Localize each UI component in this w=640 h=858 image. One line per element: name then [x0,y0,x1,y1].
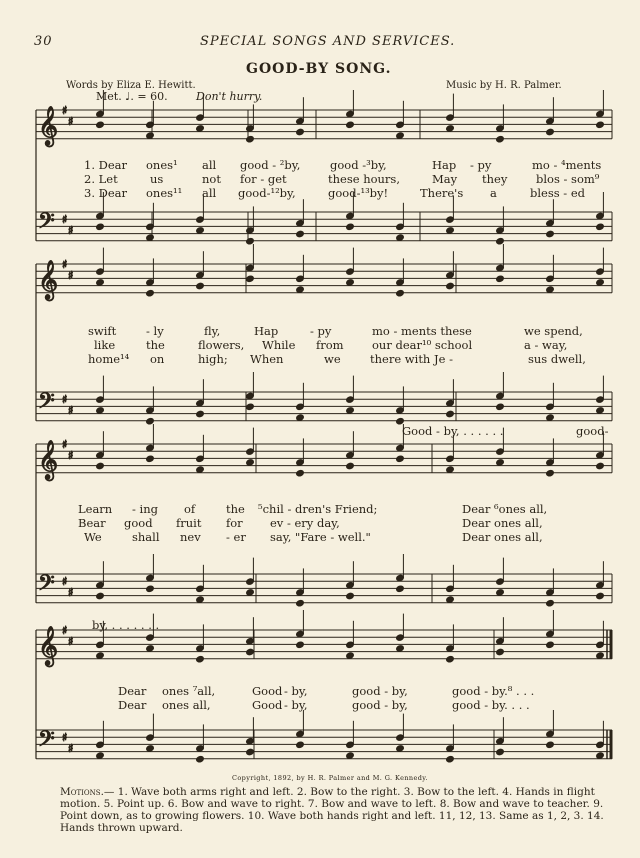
lyric: - er [226,530,246,544]
lyric: from [316,338,344,352]
sharp-icon: ♯ [68,449,74,462]
notehead [96,652,105,660]
notehead [446,655,455,663]
notehead [596,279,605,287]
lyric: Hap [254,324,279,338]
sharp-icon: ♯ [68,586,74,599]
lyric: ones ⁷all, [162,684,216,698]
notehead [396,234,405,242]
lyric: the [146,338,165,352]
lyric: all [202,186,217,200]
notehead [246,589,255,597]
lyric: us [150,172,164,186]
notehead [246,237,255,245]
notehead [596,121,605,129]
notehead [246,403,255,411]
lyric: 3. Dear [84,186,128,200]
notehead [446,227,455,235]
notehead [546,741,555,749]
lyric: - ly [146,324,164,338]
lyric: - ing [132,502,158,516]
notehead [346,223,355,231]
lyric: swift [88,324,117,338]
lyric: they [482,172,508,186]
notehead [396,289,405,297]
lyric: Learn [78,502,113,516]
notehead [196,125,205,133]
lyric: mo - ments these [372,324,472,338]
notehead [146,234,155,242]
lyric: we [324,352,341,366]
sharp-icon: ♯ [68,269,74,282]
lyric: 2. Let [84,172,118,186]
notehead [396,585,405,593]
motions-text: 1. Wave both arms right and left. 2. Bow to the right. 3. Bow to the left. 4. Hands in flight motion. 5. Point up. 6. Bow and wave to right. 7. Bow and wave to left. 8. Bow and wave to teacher. 9. Point down, as to growing flowers. 10. Wave both hands right and left. 11, 12, 13. Same as 1, 2, 3. 14. Hands thrown upward. [60,786,604,834]
motions-label: Motions.— [60,786,115,798]
lyric: May [432,172,458,186]
bass-clef-icon: 𝄢 [38,389,55,419]
lyric: Bear [78,516,106,530]
tempo-mark: Don't hurry. [196,90,263,103]
treble-clef-icon: 𝄞 [38,106,59,146]
lyric: good - by. . . . [452,698,530,712]
lyric: - by, [284,698,308,712]
lyric: of [184,502,196,516]
notehead [496,648,505,656]
lyric: - by, [284,684,308,698]
notehead [546,230,555,238]
lyric: not [202,172,221,186]
lyric: good - by, [352,684,408,698]
lyric: mo - ⁴ments [532,158,602,172]
sharp-icon: ♯ [62,731,68,744]
motions-footnote [60,786,616,834]
notehead [246,648,255,656]
bass-clef-icon: 𝄢 [38,209,55,239]
lyric: the [226,502,245,516]
notehead [346,407,355,415]
lyric: While [262,338,296,352]
notehead [196,282,205,290]
lyric: good - by, [352,698,408,712]
notehead [496,748,505,756]
lyric: shall [132,530,160,544]
lyric: ones¹ [146,158,178,172]
notehead [596,407,605,415]
lyric: our dear¹⁰ school [372,338,473,352]
notehead [96,223,105,231]
notehead [546,469,555,477]
notehead [596,752,605,760]
sharp-icon: ♯ [62,438,68,451]
lyric: - py [310,324,332,338]
notehead [196,755,205,763]
lyric: fruit [176,516,202,530]
words-credit: Words by Eliza E. Hewitt. [66,80,196,91]
metronome-mark: Met. ♩. = 60. [96,90,168,103]
lyric: ones all, [162,698,211,712]
running-head: SPECIAL SONGS AND SERVICES. [200,34,456,49]
lyric: Dear ones all, [462,516,543,530]
lyric: fly, [204,324,221,338]
notehead [496,589,505,597]
notehead [296,230,305,238]
notehead [496,459,505,467]
lyric: home¹⁴ [88,352,130,366]
bass-clef-icon: 𝄢 [38,571,55,601]
notehead [346,462,355,470]
notehead [96,121,105,129]
notehead [496,275,505,283]
notehead [246,275,255,283]
lyric: a [490,186,497,200]
sharp-icon: ♯ [62,104,68,117]
notehead [346,652,355,660]
notehead [446,282,455,290]
lyric: all [202,158,217,172]
notehead [296,641,305,649]
notehead [396,132,405,140]
lyric: nev [180,530,201,544]
lyric: Dear [118,698,147,712]
lyric: sus dwell, [528,352,586,366]
notehead [396,455,405,463]
lyric: Dear [118,684,147,698]
good-by-mark: good- [576,424,609,438]
lyric: like [94,338,116,352]
lyric: bless - ed [530,186,586,200]
notehead [96,752,105,760]
lyric: ones¹¹ [146,186,183,200]
lyric: we spend, [524,324,583,338]
notehead [346,121,355,129]
lyric: Good [252,684,283,698]
notehead [96,407,105,415]
notehead [296,469,305,477]
notehead [446,410,455,418]
lyric: ⁵chil - dren's Friend; [258,502,378,516]
lyric: 1. Dear [84,158,128,172]
notehead [146,289,155,297]
notehead [396,745,405,753]
notehead [446,125,455,133]
lyric: Good [252,698,283,712]
notehead [446,596,455,604]
lyric: good - by.⁸ . . . [452,684,535,698]
sharp-icon: ♯ [68,404,74,417]
notehead [246,135,255,143]
lyric: there with Je - [370,352,453,366]
lyric: Hap [432,158,457,172]
treble-clef-icon: 𝄞 [38,626,59,666]
lyric: a - way, [524,338,568,352]
lyric: When [250,352,284,366]
lyric: flowers, [198,338,245,352]
treble-clef-icon: 𝄞 [38,260,59,300]
notehead [296,414,305,422]
lyric: good [124,516,153,530]
sharp-icon: ♯ [62,258,68,271]
lyric: for - get [240,172,287,186]
notehead [596,462,605,470]
notehead [596,223,605,231]
lyric: good - ²by, [240,158,301,172]
sharp-icon: ♯ [62,393,68,406]
notehead [546,641,555,649]
treble-clef-icon: 𝄞 [38,440,59,480]
page-number: 30 [34,34,53,49]
notehead [146,417,155,425]
notehead [296,286,305,294]
notehead [146,645,155,653]
notehead [296,741,305,749]
notehead [146,745,155,753]
notehead [196,466,205,474]
sharp-icon: ♯ [68,742,74,755]
notehead [96,279,105,287]
notehead [546,286,555,294]
lyric: good-¹²by, [238,186,296,200]
lyric: say, "Fare - well." [270,530,371,544]
notehead [196,410,205,418]
lyric: on [150,352,165,366]
notehead [196,596,205,604]
by-mark: by, . . . . . . . [92,618,160,632]
sharp-icon: ♯ [68,115,74,128]
notehead [146,585,155,593]
notehead [296,128,305,136]
notehead [196,655,205,663]
lyric: - py [470,158,492,172]
notehead [96,462,105,470]
notehead [196,227,205,235]
notehead [496,403,505,411]
sharp-icon: ♯ [62,575,68,588]
notehead [246,748,255,756]
notehead [346,279,355,287]
notehead [546,128,555,136]
notehead [396,645,405,653]
lyric: Dear ⁶ones all, [462,502,548,516]
notehead [546,414,555,422]
lyric: for [226,516,243,530]
notehead [546,599,555,607]
notehead [296,599,305,607]
notehead [96,592,105,600]
bass-clef-icon: 𝄢 [38,727,55,757]
sharp-icon: ♯ [68,635,74,648]
sharp-icon: ♯ [62,624,68,637]
notehead [146,132,155,140]
lyric: high; [198,352,228,366]
notehead [496,237,505,245]
lyric: blos - som⁹ [536,172,600,186]
song-title: GOOD-BY SONG. [246,61,392,77]
notehead [446,755,455,763]
good-by-mark: Good - by, . . . . . . [402,424,504,438]
copyright-notice: Copyright, 1892, by H. R. Palmer and M. G. Kennedy. [232,774,428,782]
sharp-icon: ♯ [62,213,68,226]
lyric: good -³by, [330,158,387,172]
notehead [596,652,605,660]
lyric: There's [420,186,464,200]
lyric: Dear ones all, [462,530,543,544]
lyric: good-¹³by! [328,186,389,200]
lyric: We [84,530,102,544]
notehead [446,466,455,474]
notehead [246,459,255,467]
notehead [496,135,505,143]
sharp-icon: ♯ [68,224,74,237]
notehead [146,455,155,463]
notehead [596,592,605,600]
lyric: these hours, [328,172,400,186]
notehead [346,592,355,600]
music-credit: Music by H. R. Palmer. [446,80,562,91]
notehead [346,752,355,760]
lyric: ev - ery day, [270,516,340,530]
